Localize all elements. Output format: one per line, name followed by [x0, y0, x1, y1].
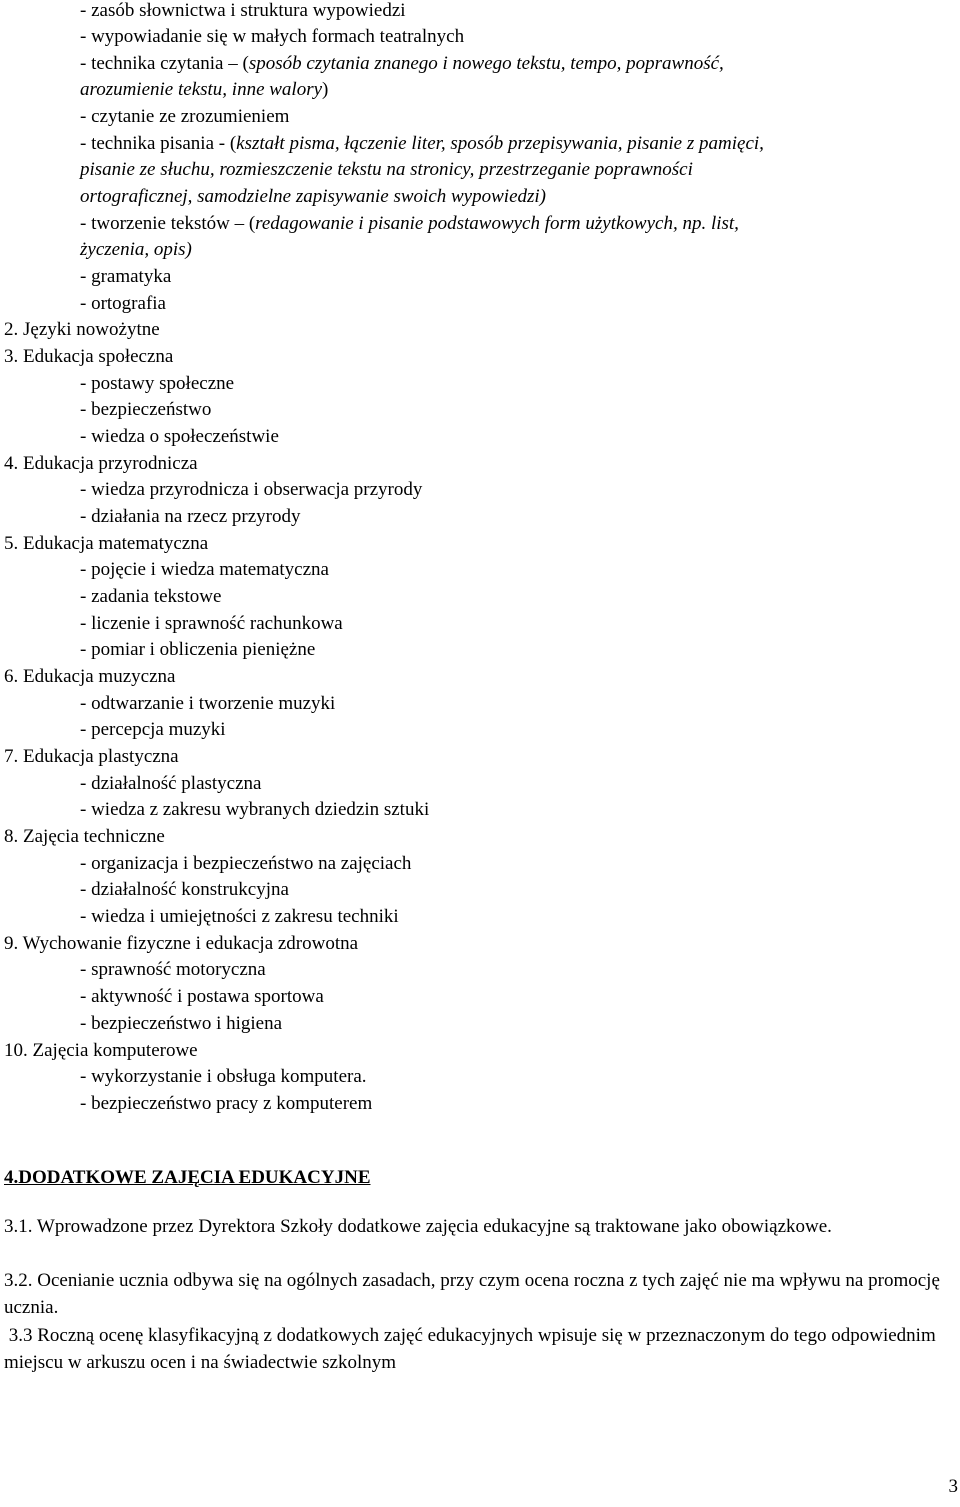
- page-number: 3: [948, 1476, 958, 1497]
- section-title: 4. Edukacja przyrodnicza: [4, 453, 198, 474]
- list-item: - organizacja i bezpieczeństwo na zajęciach: [80, 853, 412, 874]
- list-item: - odtwarzanie i tworzenie muzyki: [80, 693, 336, 714]
- list-item: - wiedza przyrodnicza i obserwacja przyrody: [80, 479, 423, 500]
- section-heading: 4.DODATKOWE ZAJĘCIA EDUKACYJNE: [4, 1167, 371, 1188]
- section-title: 2. Języki nowożytne: [4, 319, 160, 340]
- section-title: 5. Edukacja matematyczna: [4, 533, 209, 554]
- list-item: - czytanie ze zrozumieniem: [80, 106, 290, 127]
- paragraph: 3.1. Wprowadzone przez Dyrektora Szkoły dodatkowe zajęcia edukacyjne są traktowane jako obowiązkowe.: [4, 1216, 832, 1237]
- section-title: 7. Edukacja plastyczna: [4, 746, 179, 767]
- list-item: - ortografia: [80, 293, 166, 314]
- section-title: 3. Edukacja społeczna: [4, 346, 174, 367]
- list-item: - wypowiadanie się w małych formach teatralnych: [80, 26, 465, 47]
- list-item: - technika czytania – (sposób czytania znanego i nowego tekstu, tempo, poprawność,: [80, 53, 724, 74]
- section-title: 9. Wychowanie fizyczne i edukacja zdrowotna: [4, 933, 359, 954]
- list-item: - tworzenie tekstów – (redagowanie i pisanie podstawowych form użytkowych, np. list,: [80, 213, 739, 234]
- list-item: pisanie ze słuchu, rozmieszczenie tekstu na stronicy, przestrzeganie poprawności: [80, 159, 693, 180]
- list-item: - wiedza o społeczeństwie: [80, 426, 279, 447]
- list-item: - aktywność i postawa sportowa: [80, 986, 324, 1007]
- list-item: - działalność plastyczna: [80, 773, 262, 794]
- list-item: - zadania tekstowe: [80, 586, 222, 607]
- list-item: - zasób słownictwa i struktura wypowiedzi: [80, 0, 406, 21]
- list-item: - bezpieczeństwo: [80, 399, 212, 420]
- list-item: - działania na rzecz przyrody: [80, 506, 301, 527]
- list-item: - percepcja muzyki: [80, 719, 226, 740]
- list-item: - wiedza z zakresu wybranych dziedzin sztuki: [80, 799, 430, 820]
- list-item: - technika pisania - (kształt pisma, łączenie liter, sposób przepisywania, pisanie z pamięci,: [80, 133, 764, 154]
- list-item: - działalność konstrukcyjna: [80, 879, 289, 900]
- list-item: ortograficznej, samodzielne zapisywanie swoich wypowiedzi): [80, 186, 547, 207]
- paragraph: 3.2. Ocenianie ucznia odbywa się na ogólnych zasadach, przy czym ocena roczna z tych zajęć nie ma wpływu na promocję ucznia.: [4, 1270, 940, 1318]
- list-item: - sprawność motoryczna: [80, 959, 266, 980]
- list-item: - liczenie i sprawność rachunkowa: [80, 613, 343, 634]
- list-item: - pojęcie i wiedza matematyczna: [80, 559, 329, 580]
- paragraph: 3.3 Roczną ocenę klasyfikacyjną z dodatkowych zajęć edukacyjnych wpisuje się w przeznaczonym do tego odpowiednim miejscu w arkuszu ocen i na świadectwie szkolnym: [4, 1325, 941, 1373]
- list-item: - bezpieczeństwo pracy z komputerem: [80, 1093, 373, 1114]
- list-item: - bezpieczeństwo i higiena: [80, 1013, 283, 1034]
- section-title: 8. Zajęcia techniczne: [4, 826, 165, 847]
- list-item: życzenia, opis): [80, 239, 192, 260]
- list-item: - wiedza i umiejętności z zakresu techniki: [80, 906, 399, 927]
- list-item: - gramatyka: [80, 266, 172, 287]
- list-item: - postawy społeczne: [80, 373, 235, 394]
- list-item: - pomiar i obliczenia pieniężne: [80, 639, 316, 660]
- section-title: 6. Edukacja muzyczna: [4, 666, 176, 687]
- list-item: - wykorzystanie i obsługa komputera.: [80, 1066, 367, 1087]
- list-item: arozumienie tekstu, inne walory): [80, 79, 329, 100]
- section-title: 10. Zajęcia komputerowe: [4, 1040, 198, 1061]
